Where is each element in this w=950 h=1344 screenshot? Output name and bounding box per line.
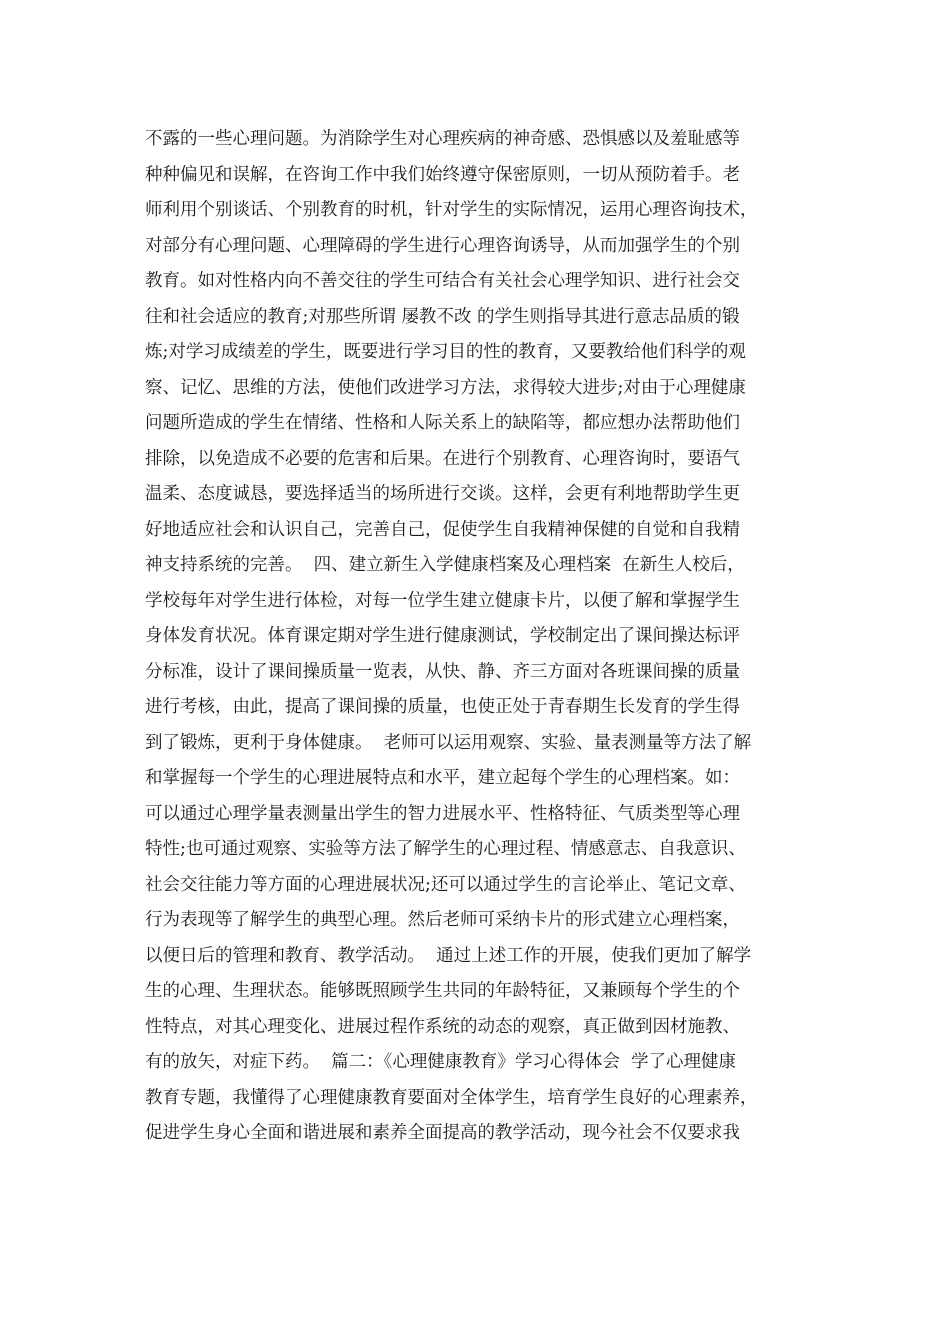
text-line: 到了锻炼，更利于身体健康。 老师可以运用观察、实验、量表测量等方法了解 (145, 732, 752, 753)
text-line: 好地适应社会和认识自己，完善自己，促使学生自我精神保健的自觉和自我精 (145, 519, 740, 540)
text-line: 察、记忆、思维的方法，使他们改进学习方法，求得较大进步;对由于心理健康 (145, 377, 746, 398)
text-line: 行为表现等了解学生的典型心理。然后老师可采纳卡片的形式建立心理档案， (145, 910, 740, 930)
text-line: 以便日后的管理和教育、教学活动。 通过上述工作的开展，使我们更加了解学 (145, 945, 752, 966)
text-line: 种种偏见和误解，在咨询工作中我们始终遵守保密原则，一切从预防着手。老 (145, 164, 740, 185)
text-line: 排除，以免造成不必要的危害和后果。在进行个别教育、心理咨询时，要语气 (145, 448, 740, 469)
text-line: 温柔、态度诚恳，要选择适当的场所进行交谈。这样，会更有利地帮助学生更 (145, 484, 740, 504)
text-line: 特性;也可通过观察、实验等方法了解学生的心理过程、情感意志、自我意识、 (145, 839, 746, 859)
text-line: 进行考核，由此，提高了课间操的质量，也使正处于青春期生长发育的学生得 (145, 697, 740, 717)
text-line: 学校每年对学生进行体检，对每一位学生建立健康卡片，以便了解和掌握学生 (145, 590, 740, 611)
text-line: 炼;对学习成绩差的学生，既要进行学习目的性的教育，又要教给他们科学的观 (145, 342, 746, 362)
text-line: 教育专题，我懂得了心理健康教育要面对全体学生，培育学生良好的心理素养， (145, 1087, 758, 1108)
text-line: 性特点，对其心理变化、进展过程作系统的动态的观察，真正做到因材施教、 (145, 1016, 740, 1037)
text-line: 神支持系统的完善。 四、建立新生入学健康档案及心理档案 在新生人校后， (145, 555, 745, 575)
text-line: 问题所造成的学生在情绪、性格和人际关系上的缺陷等，都应想办法帮助他们 (145, 413, 740, 433)
text-line: 师利用个别谈话、个别教育的时机，针对学生的实际情况，运用心理咨询技术， (145, 200, 758, 220)
text-line: 身体发育状况。体育课定期对学生进行健康测试，学校制定出了课间操达标评 (145, 626, 740, 646)
text-line: 有的放矢，对症下药。 篇二：《心理健康教育》学习心得体会 学了心理健康 (145, 1052, 736, 1072)
text-line: 对部分有心理问题、心理障碍的学生进行心理咨询诱导，从而加强学生的个别 (145, 235, 740, 256)
text-line: 社会交往能力等方面的心理进展状况;还可以通过学生的言论举止、笔记文章、 (145, 874, 746, 895)
text-line: 分标准，设计了课间操质量一览表，从快、静、齐三方面对各班课间操的质量 (145, 661, 740, 682)
text-line: 生的心理、生理状态。能够既照顾学生共同的年龄特征，又兼顾每个学生的个 (145, 981, 740, 1001)
text-line: 往和社会适应的教育;对那些所谓 屡教不改 的学生则指导其进行意志品质的锻 (145, 306, 740, 327)
text-line: 不露的一些心理问题。为消除学生对心理疾病的神奇感、恐惧感以及羞耻感等 (145, 129, 740, 149)
body-text (145, 122, 815, 1152)
text-line: 和掌握每一个学生的心理进展特点和水平，建立起每个学生的心理档案。如： (145, 768, 740, 788)
text-line: 可以通过心理学量表测量出学生的智力进展水平、性格特征、气质类型等心理 (145, 803, 740, 824)
text-line: 教育。如对性格内向不善交往的学生可结合有关社会心理学知识、进行社会交 (145, 271, 740, 291)
text-line: 促进学生身心全面和谐进展和素养全面提高的教学活动，现今社会不仅要求我 (145, 1123, 740, 1143)
